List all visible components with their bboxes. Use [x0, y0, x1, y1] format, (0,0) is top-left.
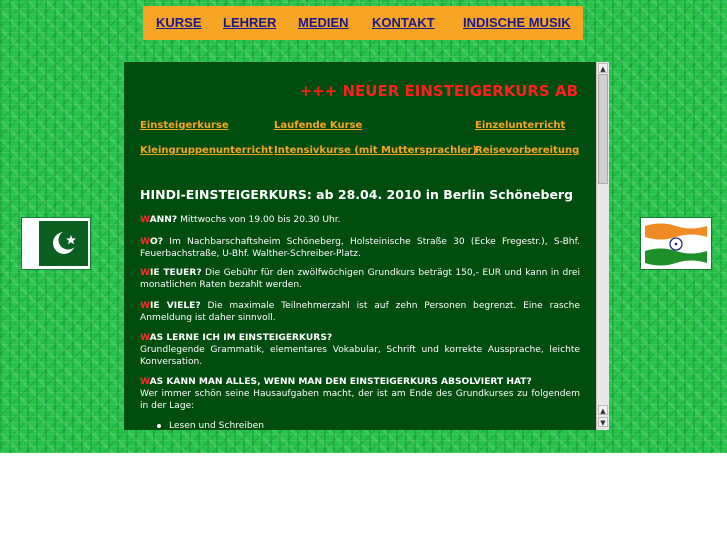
content-panel	[124, 62, 596, 430]
sublink-einsteigerkurse[interactable]: Einsteigerkurse	[140, 120, 229, 131]
scrollbar-thumb[interactable]	[598, 74, 608, 184]
sublink-einzelunterricht[interactable]: Einzelunterricht	[475, 120, 566, 131]
menu-item-indische-musik[interactable]: INDISCHE MUSIK	[463, 15, 571, 30]
menu-item-kurse[interactable]: KURSE	[156, 15, 202, 30]
content-scrollbar[interactable]	[596, 62, 609, 430]
sublink-intensivkurse[interactable]: Intensivkurse (mit Muttersprachler)	[274, 145, 477, 156]
section-wie-teuer: WIE TEUER? Die Gebühr für den zwölfwöchigen Grundkurs beträgt 150,- EUR und kann in drei monatlichen Raten bezahlt werden.	[140, 268, 580, 290]
news-ticker: +++ NEUER EINSTEIGERKURS AB	[299, 82, 578, 100]
sublink-reisevorbereitung[interactable]: Reisevorbereitung	[475, 145, 580, 156]
course-headline: HINDI-EINSTEIGERKURS: ab 28.04. 2010 in Berlin Schöneberg	[140, 187, 574, 202]
sublink-kleingruppenunterricht[interactable]: Kleingruppenunterricht	[140, 145, 273, 156]
menu-item-kontakt[interactable]: KONTAKT	[372, 15, 435, 30]
list-item: Lesen und Schreiben	[157, 421, 264, 430]
section-wo: WO? Im Nachbarschaftsheim Schöneberg, Holsteinische Straße 30 (Ecke Fregestr.), S-Bhf. Feuerbachstraße, U-Bhf. Walther-Schreiber-Platz.	[140, 237, 580, 259]
scroll-down-icon[interactable]: ▼	[598, 417, 608, 427]
section-was-kann-man: WAS KANN MAN ALLES, WENN MAN DEN EINSTEIGERKURS ABSOLVIERT HAT? Wer immer schön seine Hausaufgaben macht, der ist am Ende des Grundkurses zu folgendem in der Lage:	[140, 377, 580, 411]
india-flag-icon	[641, 218, 711, 269]
section-was-lerne-ich: WAS LERNE ICH IM EINSTEIGERKURS? Grundlegende Grammatik, elementares Vokabular, Schrift und korrekte Aussprache, leichte Konversation.	[140, 333, 580, 367]
section-wie-viele: WIE VIELE? Die maximale Teilnehmerzahl ist auf zehn Personen begrenzt. Eine rasche Anmeldung ist daher sinnvoll.	[140, 301, 580, 323]
scroll-up-icon[interactable]: ▲	[598, 63, 608, 73]
top-menu	[143, 6, 583, 40]
menu-item-lehrer[interactable]: LEHRER	[223, 15, 277, 30]
section-wann: WANN? Mittwochs von 19.00 bis 20.30 Uhr.	[140, 215, 341, 225]
pakistan-flag-icon	[22, 218, 90, 269]
menu-item-medien[interactable]: MEDIEN	[298, 15, 349, 30]
scroll-up-icon[interactable]: ▲	[598, 405, 608, 415]
sublink-laufende-kurse[interactable]: Laufende Kurse	[274, 120, 363, 131]
bullet-icon	[157, 424, 161, 428]
